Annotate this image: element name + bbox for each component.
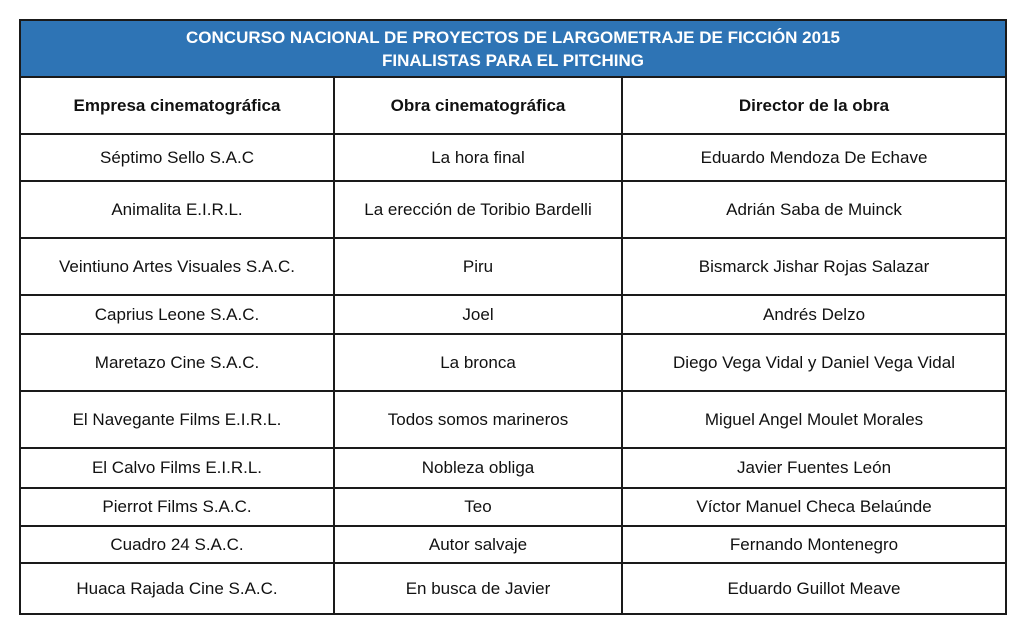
column-header-director: Director de la obra	[622, 77, 1006, 134]
cell-empresa: Séptimo Sello S.A.C	[20, 134, 334, 181]
cell-empresa: Animalita E.I.R.L.	[20, 181, 334, 238]
finalists-table	[19, 19, 1007, 615]
table-row	[20, 391, 1006, 448]
cell-director: Javier Fuentes León	[622, 448, 1006, 488]
title-row	[20, 20, 1006, 77]
column-header-obra: Obra cinematográfica	[334, 77, 622, 134]
table-row	[20, 238, 1006, 295]
cell-obra: La bronca	[334, 334, 622, 391]
cell-director: Víctor Manuel Checa Belaúnde	[622, 488, 1006, 526]
cell-obra: Joel	[334, 295, 622, 334]
cell-empresa: Maretazo Cine S.A.C.	[20, 334, 334, 391]
cell-obra: En busca de Javier	[334, 563, 622, 614]
cell-obra: Todos somos marineros	[334, 391, 622, 448]
table-row	[20, 563, 1006, 614]
title-line-2: FINALISTAS PARA EL PITCHING	[382, 50, 644, 70]
table-title	[20, 20, 1006, 77]
cell-obra: Nobleza obliga	[334, 448, 622, 488]
cell-director: Eduardo Guillot Meave	[622, 563, 1006, 614]
table-row	[20, 295, 1006, 334]
table-row	[20, 334, 1006, 391]
column-header-row	[20, 77, 1006, 134]
cell-director: Diego Vega Vidal y Daniel Vega Vidal	[622, 334, 1006, 391]
table-row	[20, 526, 1006, 563]
title-line-1: CONCURSO NACIONAL DE PROYECTOS DE LARGOMETRAJE DE FICCIÓN 2015	[186, 27, 840, 47]
cell-director: Fernando Montenegro	[622, 526, 1006, 563]
cell-director: Andrés Delzo	[622, 295, 1006, 334]
cell-empresa: Caprius Leone S.A.C.	[20, 295, 334, 334]
cell-director: Miguel Angel Moulet Morales	[622, 391, 1006, 448]
cell-obra: La hora final	[334, 134, 622, 181]
table-row	[20, 448, 1006, 488]
table-row	[20, 488, 1006, 526]
table-body	[20, 134, 1006, 614]
table-row	[20, 181, 1006, 238]
cell-director: Adrián Saba de Muinck	[622, 181, 1006, 238]
cell-obra: Teo	[334, 488, 622, 526]
cell-empresa: Cuadro 24 S.A.C.	[20, 526, 334, 563]
cell-empresa: Huaca Rajada Cine S.A.C.	[20, 563, 334, 614]
cell-empresa: Veintiuno Artes Visuales S.A.C.	[20, 238, 334, 295]
cell-director: Bismarck Jishar Rojas Salazar	[622, 238, 1006, 295]
cell-obra: Autor salvaje	[334, 526, 622, 563]
column-header-empresa: Empresa cinematográfica	[20, 77, 334, 134]
cell-obra: La erección de Toribio Bardelli	[334, 181, 622, 238]
cell-empresa: Pierrot Films S.A.C.	[20, 488, 334, 526]
table-row	[20, 134, 1006, 181]
cell-empresa: El Navegante Films E.I.R.L.	[20, 391, 334, 448]
cell-obra: Piru	[334, 238, 622, 295]
cell-empresa: El Calvo Films E.I.R.L.	[20, 448, 334, 488]
cell-director: Eduardo Mendoza De Echave	[622, 134, 1006, 181]
